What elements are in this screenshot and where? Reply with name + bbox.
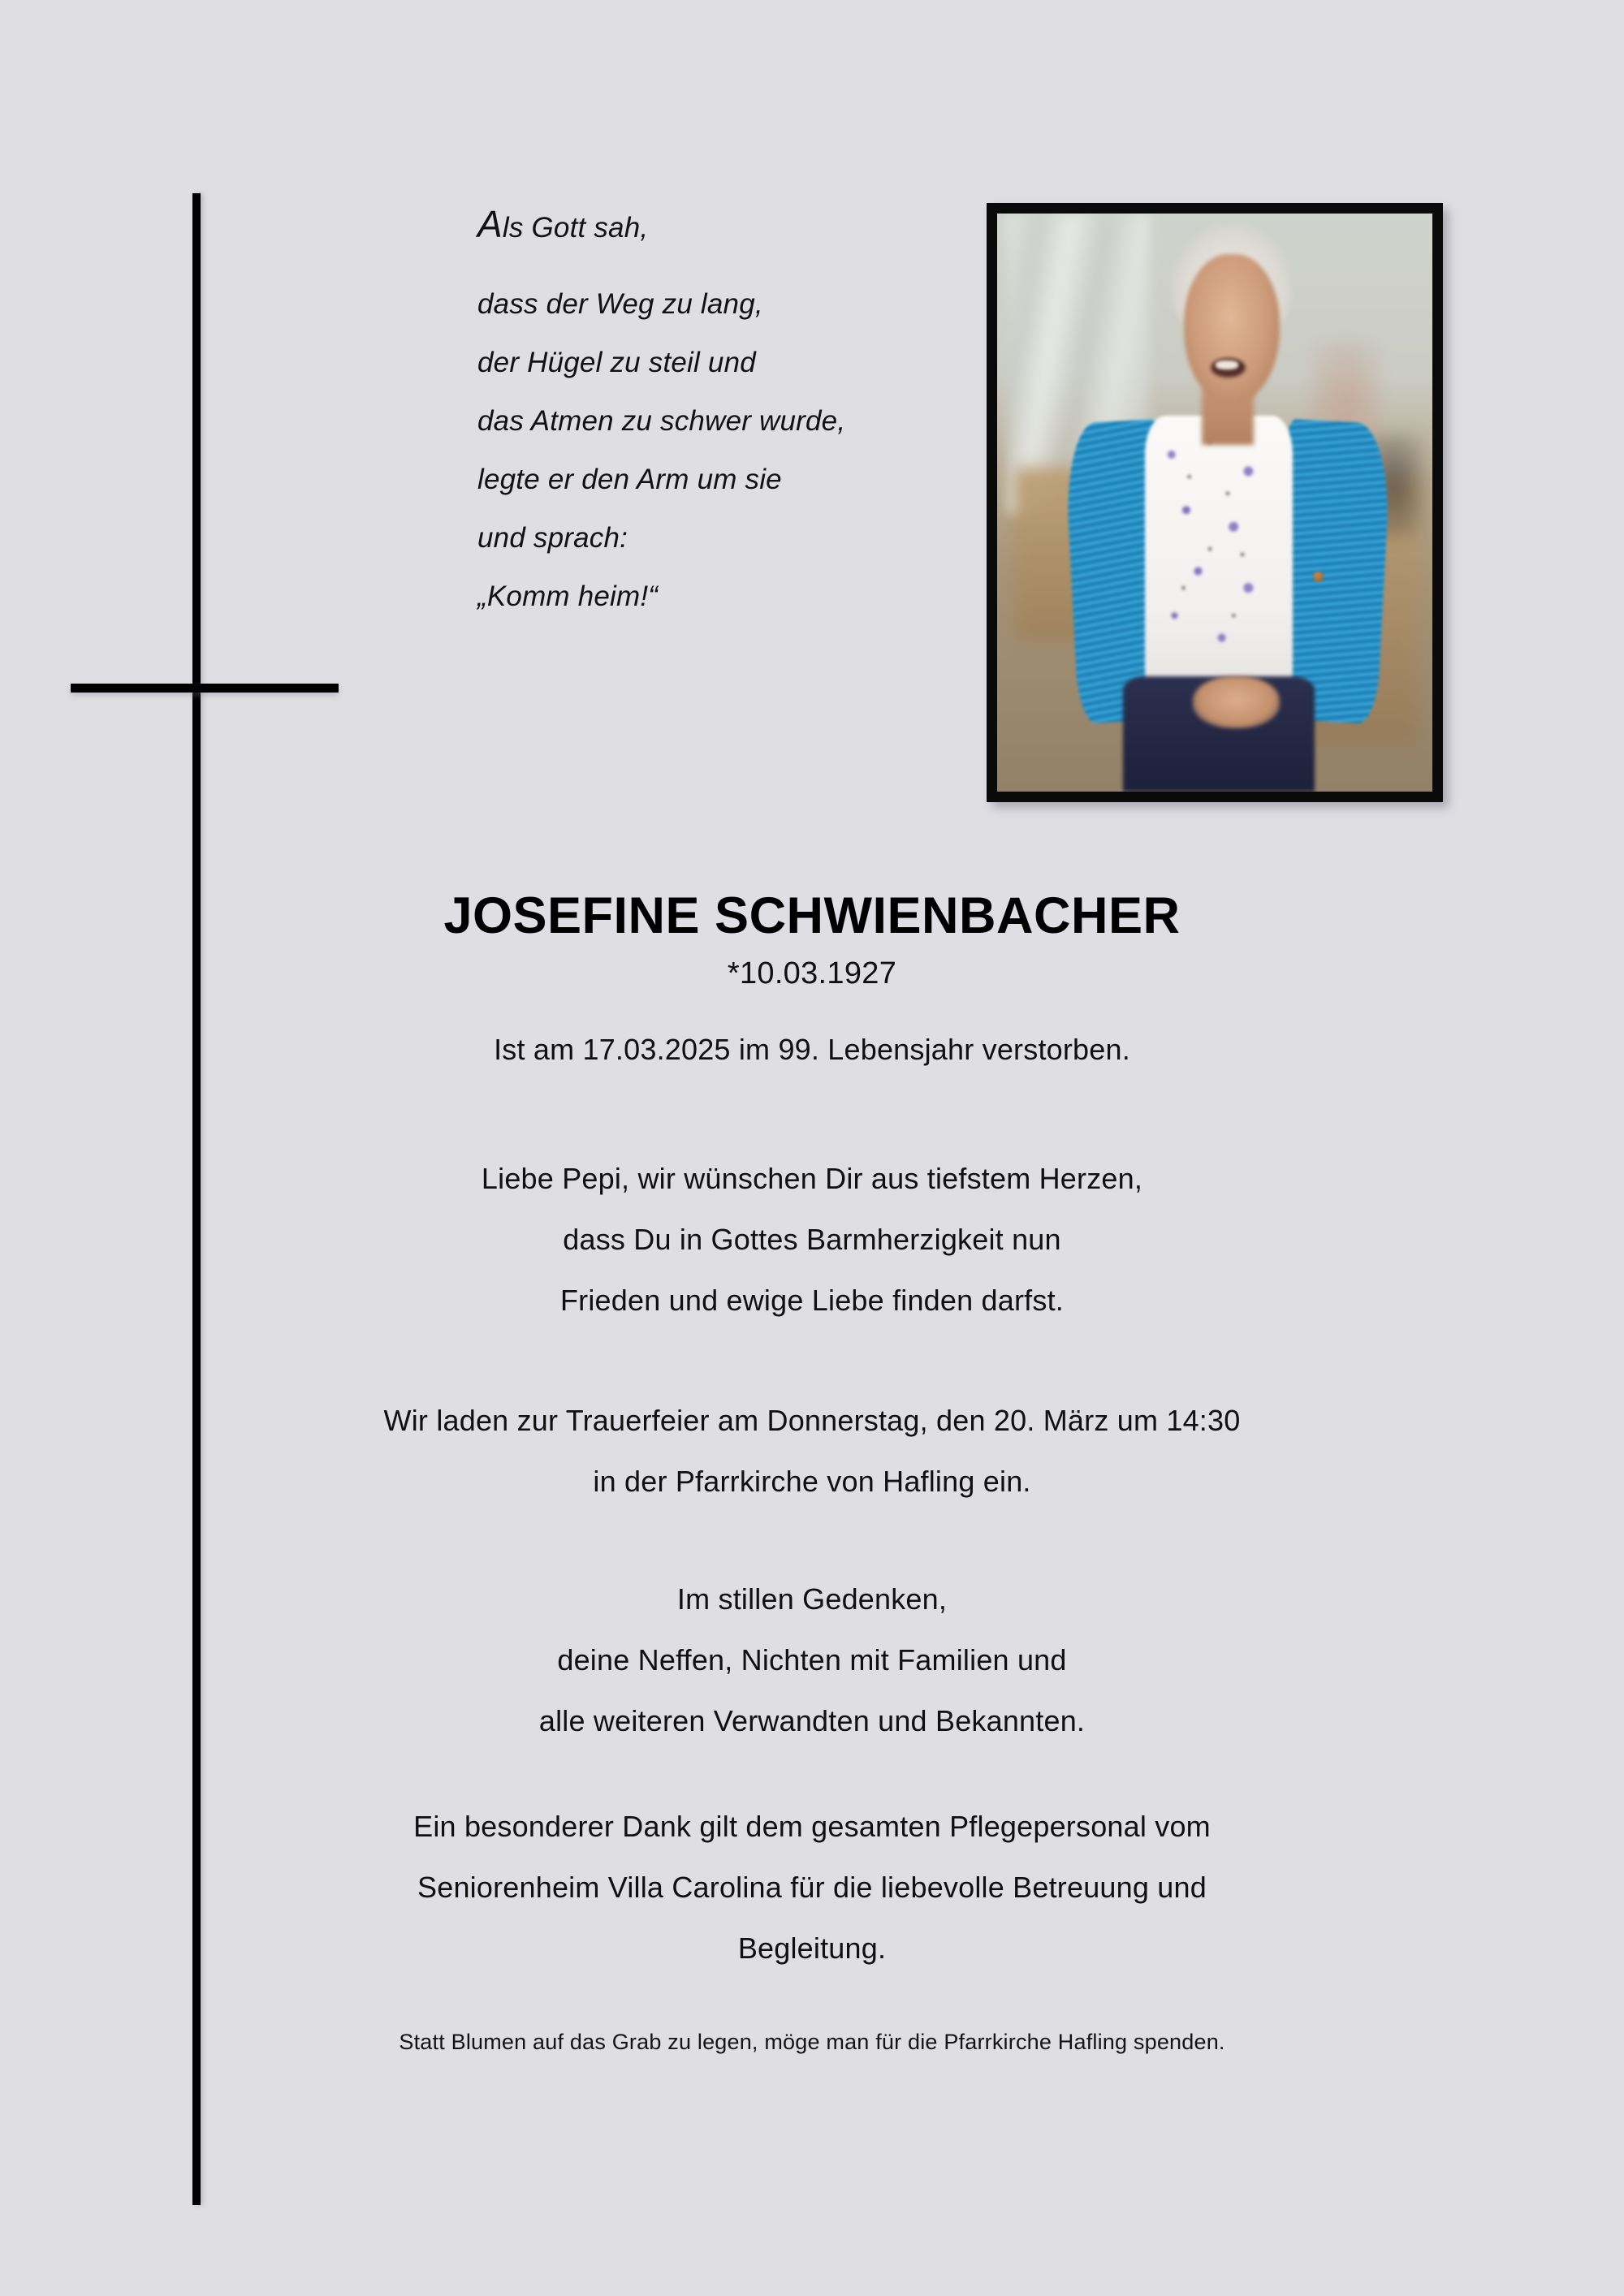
poem-line-1-rest: ls Gott sah, xyxy=(502,212,649,244)
subject-face xyxy=(1184,254,1280,404)
wish-line-2: dass Du in Gottes Barmherzigkeit nun xyxy=(563,1223,1061,1256)
deceased-birth-date: *10.03.1927 xyxy=(727,956,897,990)
wish-line-3: Frieden und ewige Liebe finden darfst. xyxy=(559,1284,1064,1317)
mourners-block xyxy=(0,1569,1624,1751)
poem-line-7: „Komm heim!“ xyxy=(477,580,659,612)
mourners-line-1: Im stillen Gedenken, xyxy=(676,1582,948,1616)
poem-line-4: das Atmen zu schwer wurde, xyxy=(477,405,846,437)
mourners-line-3: alle weiteren Verwandten und Bekannten. xyxy=(538,1704,1086,1737)
wish-block xyxy=(0,1148,1624,1331)
portrait-photo xyxy=(997,214,1432,792)
subject-teeth xyxy=(1216,360,1238,369)
subject-hands xyxy=(1193,676,1280,728)
mourners-line-2: deine Neffen, Nichten mit Familien und xyxy=(557,1643,1067,1677)
poem-dropcap: A xyxy=(477,203,503,245)
memorial-poem xyxy=(477,195,981,626)
invitation-line-2: in der Pfarrkirche von Hafling ein. xyxy=(593,1465,1031,1498)
deceased-death-notice: Ist am 17.03.2025 im 99. Lebensjahr verstorben. xyxy=(494,1033,1130,1066)
donation-notice: Statt Blumen auf das Grab zu legen, möge man für die Pfarrkirche Hafling spenden. xyxy=(399,2030,1225,2054)
thanks-line-3: Begleitung. xyxy=(737,1931,887,1965)
deceased-name: JOSEFINE SCHWIENBACHER xyxy=(443,887,1181,944)
subject-blouse xyxy=(1145,416,1293,693)
thanks-block xyxy=(0,1796,1624,1979)
poem-line-6: und sprach: xyxy=(477,522,628,554)
cross-horizontal-bar xyxy=(71,684,339,693)
photo-subject xyxy=(997,214,1432,792)
poem-line-3: der Hügel zu steil und xyxy=(477,347,756,378)
invitation-line-1: Wir laden zur Trauerfeier am Donnerstag, den 20. März um 14:30 xyxy=(383,1404,1241,1437)
poem-line-5: legte er den Arm um sie xyxy=(477,464,782,495)
poem-line-1 xyxy=(477,195,981,257)
invitation-block xyxy=(0,1390,1624,1512)
wish-line-1: Liebe Pepi, wir wünschen Dir aus tiefstem Herzen, xyxy=(481,1162,1143,1195)
poem-line-2: dass der Weg zu lang, xyxy=(477,288,763,320)
thanks-line-2: Seniorenheim Villa Carolina für die liebevolle Betreuung und xyxy=(417,1871,1207,1904)
portrait-photo-frame xyxy=(987,203,1443,802)
poem-spacer xyxy=(477,257,981,275)
thanks-line-1: Ein besonderer Dank gilt dem gesamten Pflegepersonal vom xyxy=(413,1810,1211,1843)
